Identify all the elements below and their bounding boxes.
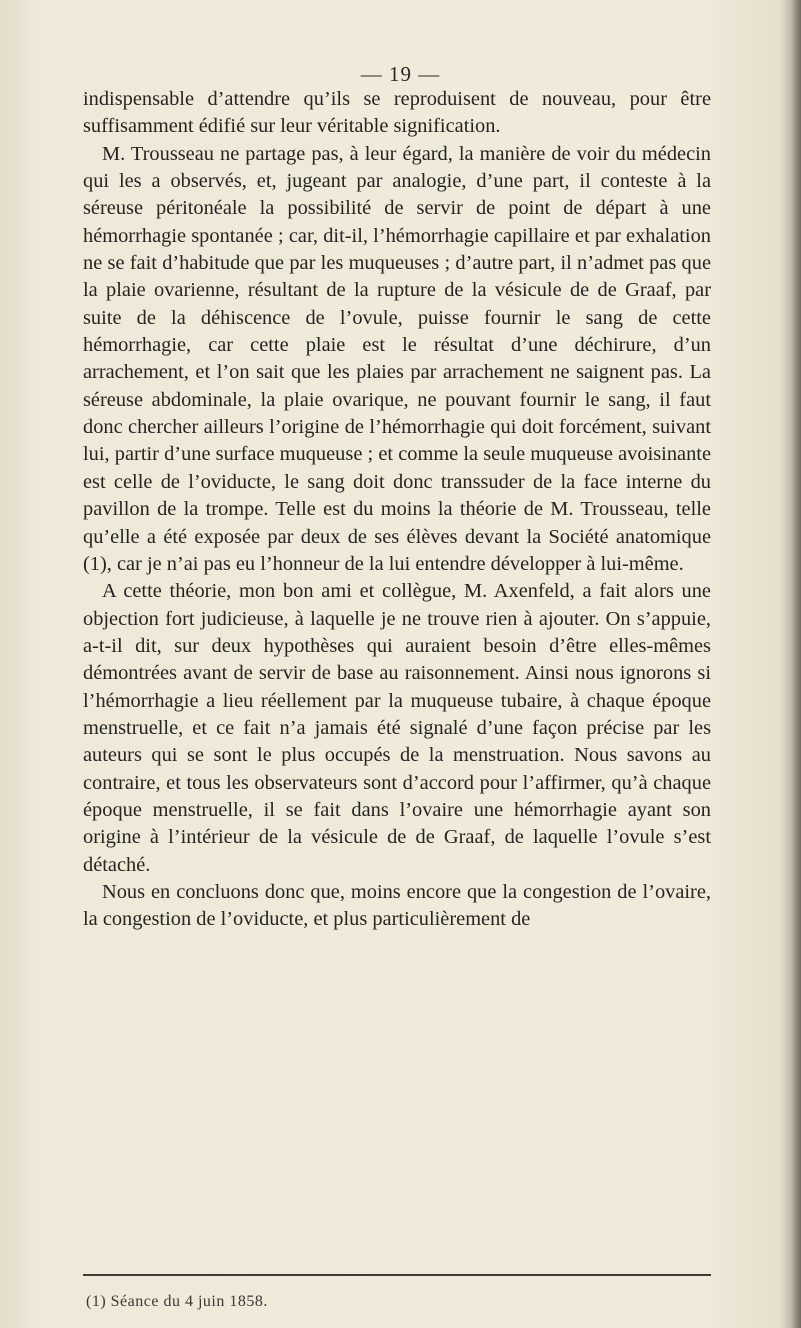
footnote-divider: [83, 1274, 711, 1276]
paragraph-4: Nous en concluons donc que, moins encore que la congestion de l’ovaire, la congestion de l’oviducte, et plus particulièrement de: [83, 880, 711, 931]
footnote: (1) Séance du 4 juin 1858.: [86, 1293, 268, 1310]
paragraph-2: M. Trousseau ne partage pas, à leur égard, la manière de voir du médecin qui les a observés, et, jugeant par analogie, d’une part, il conteste à la séreuse péritonéale la possibilité de servir de point de départ à une hémorrhagie spontanée ; car, dit-il, l’hémorrhagie capillaire et par exhalation ne se fait d’habitude que par les muqueuses ; d’autre part, il n’admet pas que la plaie ovarienne, résultant de la rupture de la vésicule de de Graaf, par suite de la déhiscence de l’ovule, puisse fournir le sang de cette hémorrhagie, car cette plaie est le résultat d’une déchirure, d’un arrachement, et l’on sait que les plaies par arrachement ne saignent pas. La séreuse abdominale, la plaie ovarique, ne pouvant fournir le sang, il faut donc chercher ailleurs l’origine de l’hémorrhagie qui doit forcément, suivant lui, partir d’une surface muqueuse ; et comme la seule muqueuse avoisinante est celle de l’oviducte, le sang doit donc transsuder de la face interne du pavillon de la trompe. Telle est du moins la théorie de M. Trousseau, telle qu’elle a été exposée par deux de ses élèves devant la Société anatomique (1), car je n’ai pas eu l’honneur de la lui entendre développer à lui-même.: [83, 142, 711, 575]
paragraph-1: indispensable d’attendre qu’ils se reproduisent de nouveau, pour être suffisamment édifié sur leur véritable signification.: [83, 88, 711, 138]
page-number: — 19 —: [360, 62, 441, 86]
body-text: [83, 86, 711, 934]
paragraph-3: A cette théorie, mon bon ami et collègue, M. Axenfeld, a fait alors une objection fort judicieuse, à laquelle je ne trouve rien à ajouter. On s’appuie, a-t-il dit, sur deux hypothèses qui auraient besoin d’être elles-mêmes démontrées avant de servir de base au raisonnement. Ainsi nous ignorons si l’hémorrhagie a lieu réellement par la muqueuse tubaire, à chaque époque menstruelle, et ce fait n’a jamais été signalé d’une façon précise par les auteurs qui se sont le plus occupés de la menstruation. Nous savons au contraire, et tous les observateurs sont d’accord pour l’affirmer, qu’à chaque époque menstruelle, il se fait dans l’ovaire une hémorrhagie ayant son origine à l’intérieur de la vésicule de de Graaf, de laquelle l’ovule s’est détaché.: [83, 580, 711, 876]
page-edge-shadow: [791, 0, 801, 1328]
